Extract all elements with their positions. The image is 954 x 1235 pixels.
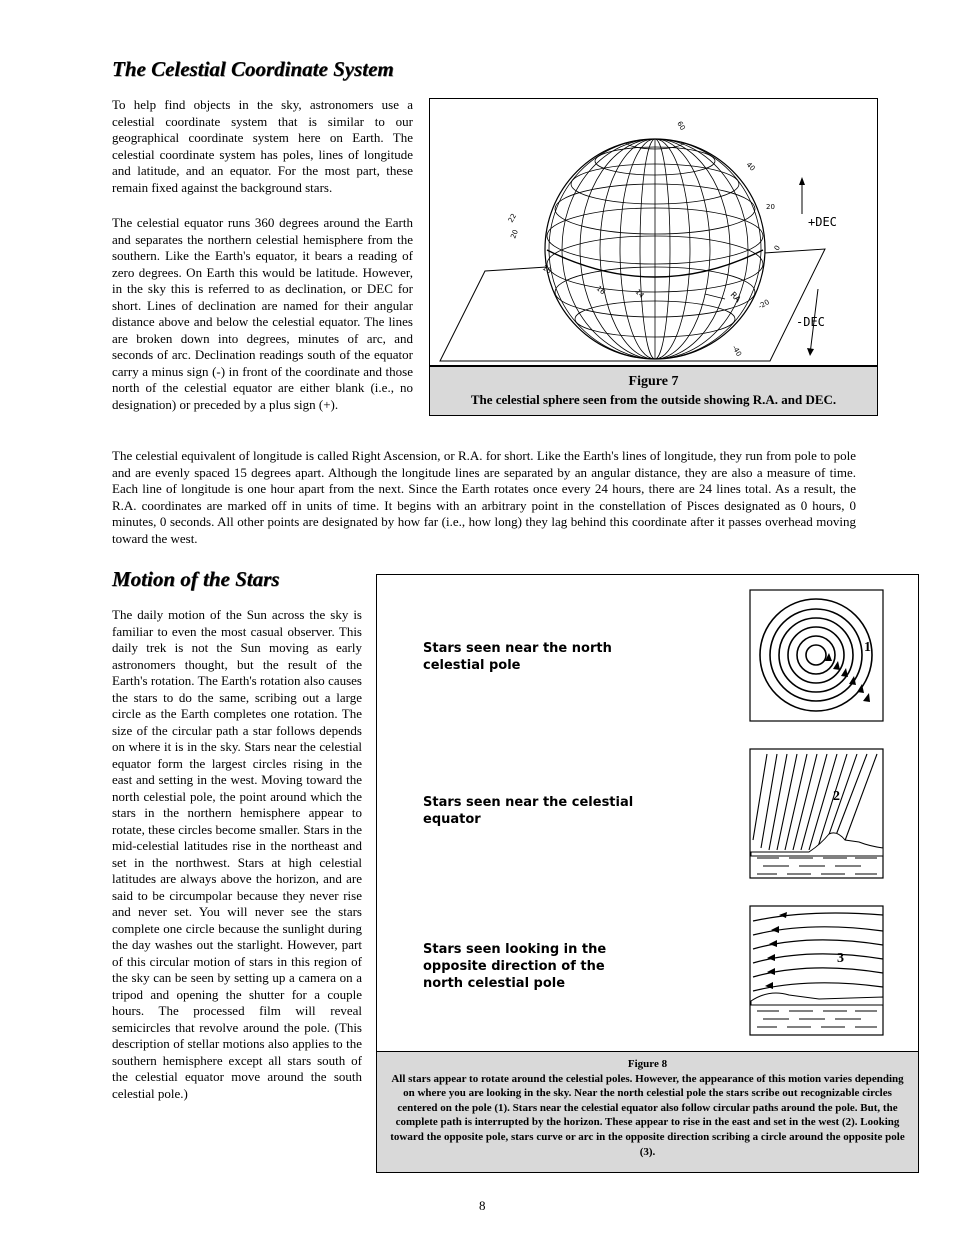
panel-3-opposite-diagram xyxy=(749,905,885,1037)
minus-dec-label: -DEC xyxy=(796,315,825,329)
panel-2-label: Stars seen near the celestial equator xyxy=(423,795,634,827)
ra-label-20: 20 xyxy=(509,228,520,240)
ra-label-14: 14 xyxy=(633,287,646,300)
lat-label-neg40: -40 xyxy=(730,344,743,358)
figure-8-illustration xyxy=(376,574,919,1052)
figure-8-caption: All stars appear to rotate around the celestial poles. However, the appearance of this motion varies depending on where you are looking in the sky. Near the north celestial pole the stars scribe out recognizable circles centered on the pole (1). Stars near the celestial equator also follow circular paths around the pole. But, the complete path is interrupted by the horizon. These appear to rise in the east and set in the west (2). Looking toward the opposite pole, stars curve or arc in the opposite direction scribing a circle around the opposite pole (3). xyxy=(390,1072,905,1158)
figure-8-caption-box xyxy=(376,1051,919,1173)
plus-dec-label: +DEC xyxy=(808,215,837,229)
figure-7-caption-box xyxy=(429,366,878,416)
figure-7-caption: The celestial sphere seen from the outside showing R.A. and DEC. xyxy=(470,392,837,407)
ra-label-22: 22 xyxy=(506,212,519,224)
panel-1-number: 1 xyxy=(864,640,871,655)
lat-label-20: 20 xyxy=(766,203,775,211)
lat-label-neg20: -20 xyxy=(757,298,771,311)
figure-7-illustration xyxy=(429,98,878,366)
panel-2-number: 2 xyxy=(833,789,840,804)
paragraph-right-ascension: The celestial equivalent of longitude is called Right Ascension, or R.A. for short. Like the Earth's lines of longitude, they run from pole to pole and are evenly spaced 15 degrees apart. Although the longitude lines are separated by an angular distance, they are also a measure of time. Each line of longitude is one hour apart from the next. Since the Earth rotates once every 24 hours, there are 24 lines total. As a result, the R.A. coordinates are marked off in units of time. It begins with an arbitrary point in the constellation of Pisces designated as 0 hours, 0 minutes, 0 seconds. All other points are designated by how far (i.e., how long) they lag behind this coordinate after it passes overhead moving toward the west. xyxy=(112,448,856,546)
panel-3-label: Stars seen looking in the opposite direction of the north celestial pole xyxy=(423,942,607,991)
celestial-sphere-diagram xyxy=(430,99,876,364)
panel-1-circumpolar-diagram xyxy=(749,589,885,723)
figure-7-label: Figure 7 xyxy=(628,374,679,389)
section-title-motion-of-stars: Motion of the Stars xyxy=(112,567,280,591)
paragraph-declination: The celestial equator runs 360 degrees around the Earth and separates the northern celestial hemisphere from the southern. Like the Earth's equator, it bears a reading of zero degrees. On Earth this would be latitude. However, in the sky this is referred to as declination, or DEC for short. Lines of declination are named for their angular distance above and below the celestial equator. The lines are broken down into degrees, minutes of arc, and seconds of arc. Declination readings south of the equator carry a minus sign (-) in front of the coordinate and those north of the celestial equator are either blank (i.e., no designation) or preceded by a plus sign (+). xyxy=(112,215,413,412)
lat-label-40: 40 xyxy=(744,160,757,173)
ra-label-18: 18 xyxy=(541,263,553,276)
panel-1-label: Stars seen near the north celestial pole xyxy=(423,641,612,673)
section-title-celestial-coordinate-system: The Celestial Coordinate System xyxy=(112,57,394,81)
ra-label-16: 16 xyxy=(594,284,607,297)
figure-8-label: Figure 8 xyxy=(627,1058,668,1070)
ra-label-ra: RA xyxy=(728,290,743,304)
paragraph-intro: To help find objects in the sky, astronomers use a celestial coordinate system that is similar to our geographical coordinate system here on Earth. The celestial coordinate system has poles, lines of longitude and latitude, and an equator. For the most part, these remain fixed against the background stars. xyxy=(112,97,413,195)
page-number: 8 xyxy=(479,1198,486,1213)
lat-label-0: 0 xyxy=(772,244,782,252)
panel-3-number: 3 xyxy=(837,951,844,966)
lat-label-60: 60 xyxy=(675,120,687,132)
panel-2-equator-diagram xyxy=(749,748,885,880)
paragraph-motion: The daily motion of the Sun across the sky is familiar to even the most casual observer. This daily trek is not the Sun moving as early astronomers thought, but the result of the Earth's rotation. The Earth's rotation also causes the stars to do the same, scribing out a large circle as the Earth completes one rotation. The size of the circular path a star follows depends on where it is in the sky. Stars near the celestial equator form the largest circles rising in the east and setting in the west. Moving toward the north celestial pole, the point around which the stars in the northern hemisphere appear to rotate, these circles become smaller. Stars in the mid-celestial latitudes rise in the northeast and set in the northwest. Stars at high celestial latitudes are always above the horizon, and are said to be circumpolar because they never rise and never set. You will never see the stars complete one circle because the sunlight during the day washes out the starlight. However, part of this circular motion of stars in this region of the sky can be seen by setting up a camera on a tripod and opening the shutter for a couple hours. The processed film will reveal semicircles that revolve around the pole. (This description of stellar motions also applies to the southern hemisphere except all stars south of the celestial equator move around the south celestial pole.) xyxy=(112,607,362,1101)
